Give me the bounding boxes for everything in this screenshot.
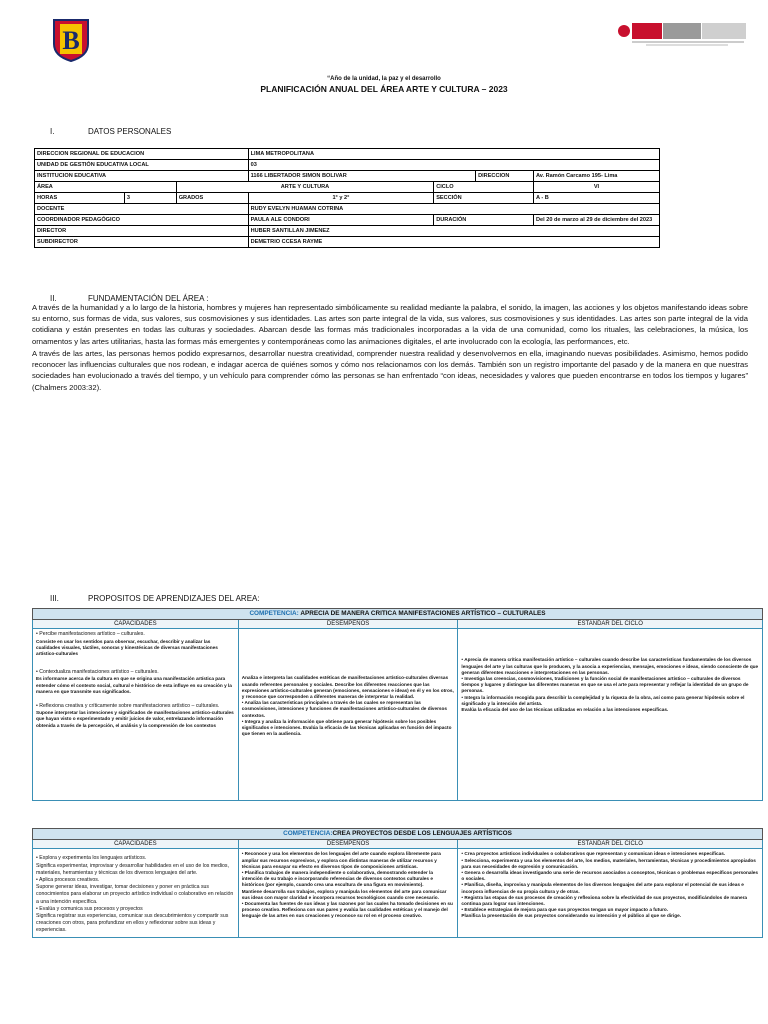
section-2-heading: II. FUNDAMENTACIÓN DEL ÁREA : xyxy=(50,294,209,303)
minedu-logo xyxy=(616,20,748,46)
section-1-heading: I. DATOS PERSONALES xyxy=(50,127,172,136)
competency-2-performances: • Reconoce y usa los elementos de los lenguajes del arte cuando explora libremente para ampliar sus recursos expresivos, y explora con distintas maneras de utilizar recursos y técnicas para ensayar su efecto en diversos tipos de composiciones artísticas. • Planifica trabajos de manera independiente o colaborativa, demostrando entender la intención de su trabajo e incorporando referencias de diversos contextos culturales e históricos (por ejemplo, cuando crea una escultura de una figura en movimiento). Mantiene desarrolla sus trabajos, explora y manipula los elementos del arte para comunicar sus ideas con mayor claridad e incorpora recursos tecnológicos cuando cree necesario. • Documenta las fuentes de sus ideas y las razones por las cuales ha tomado decisiones en su proceso creativo. Reflexiona con sus pares y evalúa las cualidades estéticas y el manejo del lenguaje de las artes en sus creaciones y reconoce su rol en el proceso creativo. xyxy=(238,849,458,937)
fundamentacion-paragraph-1: A través de la humanidad y a lo largo de la historia, hombres y mujeres han representado simbólicamente su realidad mediante la palabra, el sonido, la imagen, las acciones y los objetos manifestando ideas sobre su entorno, sus formas de vida, sus valores, sus cosmovisiones y sus identidades. Las artes son parte integral de la vida, sus valores, sus cosmovisiones y sus identidades. Las artes son parte integral de la vida cotidiana y están presentes en todas las culturas y sociedades. Abarcan desde las formas más tradicionales incorporadas a la vida de una comunidad, como los rituales, las celebraciones, la música, los ornamentos y las artes utilitarias, hasta las formas más emergentes y contemporáneas como las animaciones digitales, el arte involucrado con la ecología, las performances, etc. xyxy=(32,303,748,346)
slogan: “Año de la unidad, la paz y el desarrollo xyxy=(327,76,441,82)
page-title: PLANIFICACIÓN ANUAL DEL ÁREA ARTE Y CULTURA – 2023 xyxy=(260,84,508,94)
competency-1-capacities: • Percibe manifestaciones artístico – culturales. Consiste en usar los sentidos para observar, escuchar, describir y analizar las cualidades visuales, táctiles, sonoras y kinestésicas de diversas manifestaciones artístico-culturales • Contextualiza manifestaciones artístico – culturales. Es informarse acerca de la cultura en que se origina una manifestación artística para entender cómo el contexto social, cultural e histórico de esta influye en su creación y la manera en que transmite sus significados. • Reflexiona creativa y críticamente sobre manifestaciones artístico – culturales. Supone interpretar las intenciones y significados de manifestaciones artístico-culturales que hayan visto o experimentado y emitir juicios de valor, entrelazando información obtenida a través de la percepción, el análisis y la comprensión de los contextos xyxy=(33,629,239,801)
competency-2-capacities: • Explora y experimenta los lenguajes artísticos. Significa experimentar, improvisar y desarrollar habilidades en el uso de los medios, materiales, herramientas y técnicas de los diversos lenguajes del arte. • Aplica procesos creativos. Supone generar ideas, investigar, tomar decisiones y poner en práctica sus conocimientos para elaborar un proyecto artístico individual o colaborativo en relación a una intención específica. • Evalúa y comunica sus procesos y proyectos Significa registrar sus experiencias, comunicar sus descubrimientos y compartir sus creaciones con otros, para profundizar en ellos y reflexionar sobre sus ideas y experiencias. xyxy=(33,849,239,937)
datos-personales-table: DIRECCION REGIONAL DE EDUCACION LIMA METROPOLITANA UNIDAD DE GESTIÓN EDUCATIVA LOCAL 03 INSTITUCION EDUCATIVA 1166 LIBERTADOR SIMON BOLIVAR DIRECCION Av. Ramón Carcamo 195- Lima ÁREA ARTE Y CULTURA CICLO VI HORAS 3 GRADOS 1° y 2° SECCIÓN A - B DOCENTE RUDY EVELYN HUAMAN COTRINA COORDINADOR PEDAGÓGICO PAULA ALE CONDORI DURACIÓN Del 20 de marzo al 29 de diciembre del 2023 DIRECTOR HUBER SANTILLAN JIMENEZ SUBDIRECTOR DEMETRIO CCESA RAYME xyxy=(34,148,660,248)
competency-1-table: COMPETENCIA: APRECIA DE MANERA CRITICA MANIFESTACIONES ARTÍSTICO – CULTURALES CAPACIDADES DESEMPEÑOS ESTANDAR DEL CICLO • Percibe manifestaciones artístico – culturales. Consiste en usar los sentidos para observar, escuchar, describir y analizar las cualidades visuales, táctiles, sonoras y kinestésicas de diversas manifestaciones artístico-culturales • Contextualiza manifestaciones artístico – culturales. Es informarse acerca de la cultura en que se origina una manifestación artística para entender cómo el contexto social, cultural e histórico de esta influye en su creación y la manera en que transmite sus significados. • Reflexiona creativa y críticamente sobre manifestaciones artístico – culturales. Supone interpretar las intenciones y significados de manifestaciones artístico-culturales que hayan visto o experimentado y emitir juicios de valor, entrelazando información obtenida a través de la percepción, el análisis y la comprensión de los contextos Analiza e interpreta las cualidades estéticas de manifestaciones artístico-culturales diversas usando referentes personales y sociales. Describe los diferentes reacciones que las expresiones artístico-culturales generan (emociones, sensaciones e ideas) en él y en los otros, y reconoce que corresponden a diferentes maneras de interpretar la realidad. • Analiza las características principales a través de las cuales se representan las cosmovisiones, intenciones y funciones de manifestaciones artístico-culturales de diversos contextos. • Integra y analiza la información que obtiene para generar hipótesis sobre los posibles significados e intenciones. Evalúa la eficacia de las técnicas aplicadas en función del impacto que tienen en la audiencia. • Aprecia de manera crítica manifestación artístico – culturales cuando describe las características fundamentales de los diversos lenguajes del arte y las culturas que lo producen, y la asocia a experiencias, mensajes, emociones e ideas, siendo consciente de que generan diferentes reacciones e interpretaciones en las personas. • Investiga las creencias, cosmovisiones, tradiciones y la función social de manifestaciones artístico – culturales de diversos tiempos y lugares y distingue las diferentes maneras en que se usa el arte para representar y reflejar la identidad de un grupo de personas. • Integra la información recogida para describir la complejidad y la riqueza de la obra, así como para generar hipótesis sobre el significado y la intención del artista. Evalúa la eficacia del uso de las técnicas utilizadas en relación a las intenciones específicas. xyxy=(32,608,763,801)
competency-1-performances: Analiza e interpreta las cualidades estéticas de manifestaciones artístico-culturales diversas usando referentes personales y sociales. Describe los diferentes reacciones que las expresiones artístico-culturales generan (emociones, sensaciones e ideas) en él y en los otros, y reconoce que corresponden a diferentes maneras de interpretar la realidad. • Analiza las características principales a través de las cuales se representan las cosmovisiones, intenciones y funciones de manifestaciones artístico-culturales de diversos contextos. • Integra y analiza la información que obtiene para generar hipótesis sobre los posibles significados e intenciones. Evalúa la eficacia de las técnicas aplicadas en función del impacto que tienen en la audiencia. xyxy=(238,629,458,801)
school-logo xyxy=(52,18,90,62)
competency-1-standard: • Aprecia de manera crítica manifestación artístico – culturales cuando describe las características fundamentales de los diversos lenguajes del arte y las culturas que lo producen, y la asocia a experiencias, mensajes, emociones e ideas, siendo consciente de que generan diferentes reacciones e interpretaciones en las personas. • Investiga las creencias, cosmovisiones, tradiciones y la función social de manifestaciones artístico – culturales de diversos tiempos y lugares y distingue las diferentes maneras en que se usa el arte para representar y reflejar la identidad de un grupo de personas. • Integra la información recogida para describir la complejidad y la riqueza de la obra, así como para generar hipótesis sobre el significado y la intención del artista. Evalúa la eficacia del uso de las técnicas utilizadas en relación a las intenciones específicas. xyxy=(458,629,763,801)
fundamentacion-paragraph-2: A través de las artes, las personas hemos podido expresarnos, desarrollar nuestra creatividad, comprender nuestra realidad y desenvolvernos en ella, imaginando nuevas posibilidades. Asimismo, hemos podido reconocer las influencias culturales que nos rodean, e indagar acerca de quiénes somos y cómo nos relacionamos con los demás. También son un registro importante del pasado y de la manera en que nuestras sociedades han evolucionado a través del tiempo, y un vehículo para comprender cómo las personas se han enfrentado “con ideas, necesidades y valores que pueden encontrarse en todos los tiempos y lugares” (Chalmers 2003:32). xyxy=(32,349,748,392)
svg-text:B: B xyxy=(62,26,80,55)
section-3-heading: III. PROPOSITOS DE APRENDIZAJES DEL AREA: xyxy=(50,594,260,603)
competency-2-standard: • Crea proyectos artísticos individuales o colaborativos que representan y comunican ideas e intenciones específicas. • Selecciona, experimenta y usa los elementos del arte, los medios, materiales, herramientas, técnicas y procedimientos apropiados para sus necesidades de expresión y comunicación. • Genera o desarrolla ideas investigando una serie de recursos asociados a conceptos, técnicas o problemas específicos personales o sociales. • Planifica, diseña, improvisa y manipula elementos de los diversos lenguajes del arte para explorar el potencial de sus ideas e incorpora influencias de su propia cultura y de otras. • Registra las etapas de sus procesos de creación y reflexiona sobre la efectividad de sus proyectos, modificándolos de manera continua para lograr sus intenciones. • Establece estrategias de mejora para que sus proyectos tengan un mayor impacto a futuro. Planifica la presentación de sus proyectos considerando su intención y el público al que se dirige. xyxy=(458,849,763,937)
competency-2-banner: COMPETENCIA:CREA PROYECTOS DESDE LOS LENGUAJES ARTÍSTICOS xyxy=(33,829,763,840)
competency-1-banner: COMPETENCIA: APRECIA DE MANERA CRITICA MANIFESTACIONES ARTÍSTICO – CULTURALES xyxy=(33,609,763,620)
competency-2-table: COMPETENCIA:CREA PROYECTOS DESDE LOS LENGUAJES ARTÍSTICOS CAPACIDADES DESEMPEÑOS ESTANDAR DEL CICLO • Explora y experimenta los lenguajes artísticos. Significa experimentar, improvisar y desarrollar habilidades en el uso de los medios, materiales, herramientas y técnicas de los diversos lenguajes del arte. • Aplica procesos creativos. Supone generar ideas, investigar, tomar decisiones y poner en práctica sus conocimientos para elaborar un proyecto artístico individual o colaborativo en relación a una intención específica. • Evalúa y comunica sus procesos y proyectos Significa registrar sus experiencias, comunicar sus descubrimientos y compartir sus creaciones con otros, para profundizar en ellos y reflexionar sobre sus ideas y experiencias. • Reconoce y usa los elementos de los lenguajes del arte cuando explora libremente para ampliar sus recursos expresivos, y explora con distintas maneras de utilizar recursos y técnicas para ensayar su efecto en diversos tipos de composiciones artísticas. • Planifica trabajos de manera independiente o colaborativa, demostrando entender la intención de su trabajo e incorporando referencias de diversos contextos culturales e históricos (por ejemplo, cuando crea una escultura de una figura en movimiento). Mantiene desarrolla sus trabajos, explora y manipula los elementos del arte para comunicar sus ideas con mayor claridad e incorpora recursos tecnológicos cuando cree necesario. • Documenta las fuentes de sus ideas y las razones por las cuales ha tomado decisiones en su proceso creativo. Reflexiona con sus pares y evalúa las cualidades estéticas y el manejo del lenguaje de las artes en sus creaciones y reconoce su rol en el proceso creativo. • Crea proyectos artísticos individuales o colaborativos que representan y comunican ideas e intenciones específicas. • Selecciona, experimenta y usa los elementos del arte, los medios, materiales, herramientas, técnicas y procedimientos apropiados para sus necesidades de expresión y comunicación. • Genera o desarrolla ideas investigando una serie de recursos asociados a conceptos, técnicas o problemas específicos personales o sociales. • Planifica, diseña, improvisa y manipula elementos de los diversos lenguajes del arte para explorar el potencial de sus ideas e incorpora influencias de su propia cultura y de otras. • Registra las etapas de sus procesos de creación y reflexiona sobre la efectividad de sus proyectos, modificándolos de manera continua para lograr sus intenciones. • Establece estrategias de mejora para que sus proyectos tengan un mayor impacto a futuro. Planifica la presentación de sus proyectos considerando su intención y el público al que se dirige. xyxy=(32,828,763,938)
